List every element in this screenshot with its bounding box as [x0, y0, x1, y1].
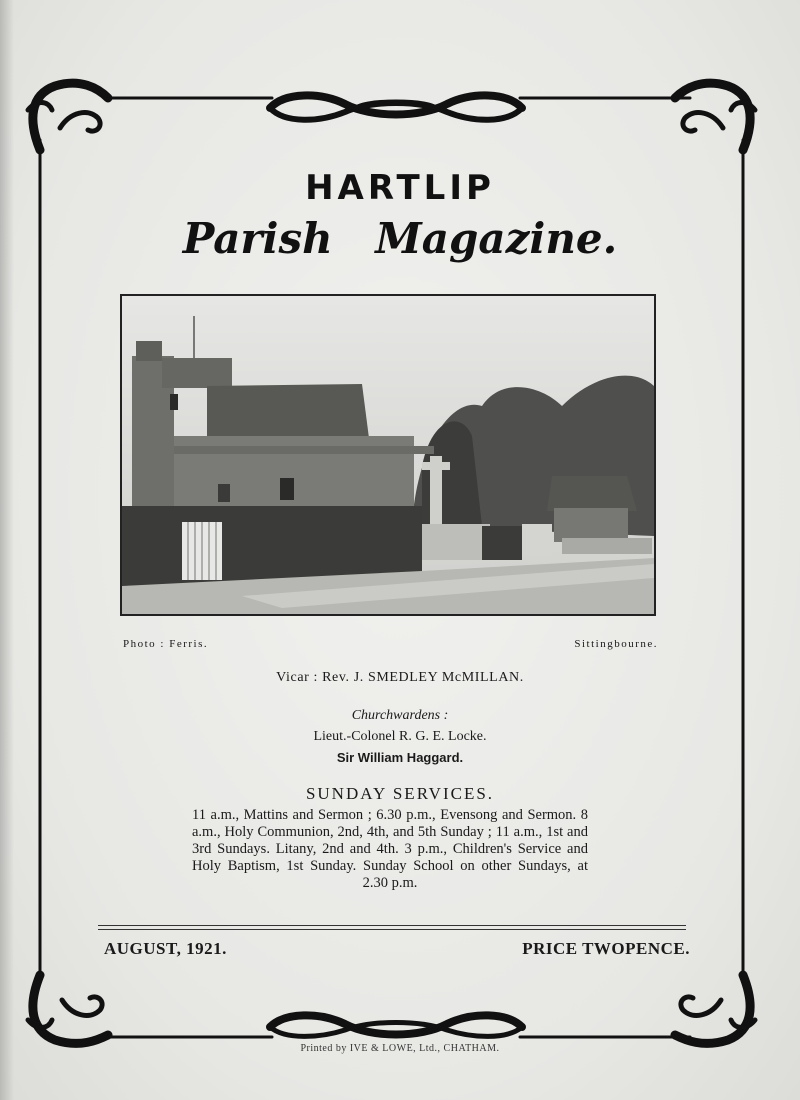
printer-imprint: Printed by IVE & LOWE, Ltd., CHATHAM.: [300, 1043, 500, 1054]
issue-price: PRICE TWOPENCE.: [522, 939, 690, 958]
churchwardens-heading: Churchwardens :: [351, 708, 449, 723]
masthead-title: HARTLIP: [305, 168, 495, 208]
church-photograph: [120, 294, 656, 616]
church-image: [122, 296, 654, 614]
divider-rule: [98, 929, 686, 930]
churchwarden-2: Sir William Haggard.: [336, 750, 464, 765]
masthead-subtitle: Parish Magazine.: [182, 214, 618, 263]
photo-credit: Photo : Ferris.: [123, 638, 209, 650]
vicar-line: Vicar : Rev. J. SMEDLEY McMILLAN.: [276, 670, 524, 685]
churchwarden-1: Lieut.-Colonel R. G. E. Locke.: [313, 729, 487, 744]
services-heading: SUNDAY SERVICES.: [305, 784, 495, 803]
photo-location: Sittingbourne.: [574, 638, 658, 650]
divider-rule: [98, 925, 686, 926]
issue-date: AUGUST, 1921.: [104, 939, 227, 958]
services-text: 11 a.m., Mattins and Sermon ; 6.30 p.m., Evensong and Sermon. 8 a.m., Holy Communion, 2nd, 4th, and 5th Sunday ; 11 a.m., 1st and 3rd Sundays. Litany, 2nd and 4th. 3 p.m., Children's Service and Holy Baptism, 1st Sunday. Sunday School on other Sundays, at 2.30 p.m.: [192, 807, 588, 891]
